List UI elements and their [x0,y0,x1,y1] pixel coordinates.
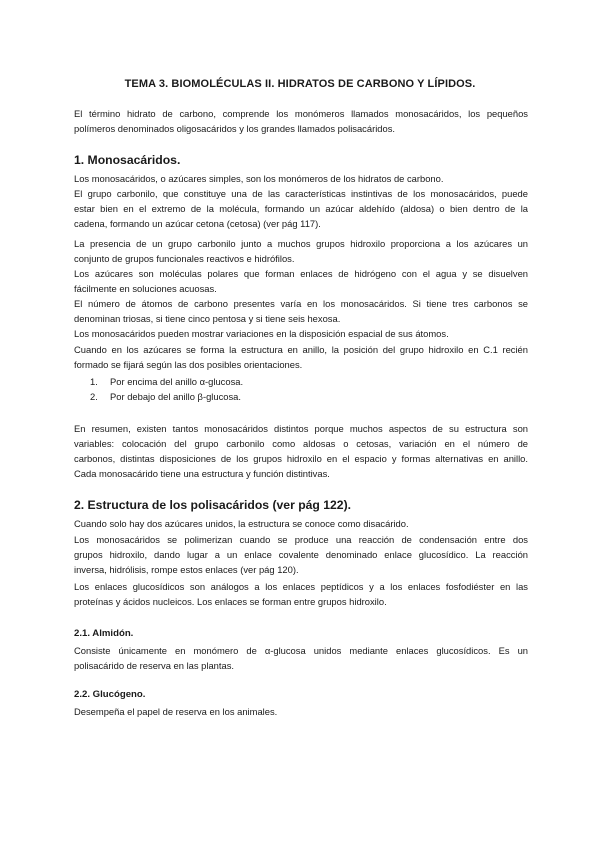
text-line: El término hidrato de carbono, comprende los monómeros llamados monosacáridos, los pequeños [74,108,528,119]
text-line: En resumen, existen tantos monosacáridos distintos porque muchos aspectos de su estructura son [74,423,528,434]
text-line: El grupo carbonilo, que constituye una de las características instintivas de los monosacáridos, puede [74,188,528,199]
paragraph [74,579,528,609]
summary-paragraph [74,421,528,481]
text-line: denominan triosas, si tiene cinco pentosa y si tiene seis hexosa. [74,313,341,324]
text-line: Los enlaces glucosídicos son análogos a los enlaces peptídicos y a los enlaces fosfodiéster en las [74,581,528,592]
section-heading-polisacaridos: 2. Estructura de los polisacáridos (ver pág 122). [74,498,352,512]
text-line: formado se fijará según las dos posibles orientaciones. [74,359,303,370]
section-heading-monosacaridos: 1. Monosacáridos. [74,153,181,167]
paragraph [74,296,528,326]
paragraph [74,342,528,372]
text-line: Los monosacáridos, o azúcares simples, son los monómeros de los hidratos de carbono. [74,173,444,184]
text-line: proteínas y ácidos nucleicos. Los enlaces se forman entre grupos hidroxilo. [74,596,387,607]
text-line: Consiste únicamente en monómero de α-glucosa unidos mediante enlaces glucosídicos. Es un [74,645,528,656]
text-line: La presencia de un grupo carbonilo junto a muchos grupos hidroxilo proporciona a los azúcares un [74,238,528,249]
paragraph [74,186,528,231]
list-item: 2. Por debajo del anillo β-glucosa. [90,391,241,402]
text-line: grupos hidroxilo, dando lugar a un enlace covalente denominado enlace glucosídico. La reacción [74,549,528,560]
text-line: conjunto de grupos funcionales reactivos e hidrófilos. [74,253,295,264]
paragraph [74,516,528,531]
text-line: El número de átomos de carbono presentes varía en los monosacáridos. Si tiene tres carbonos se [74,298,528,309]
text-line: Los monosacáridos pueden mostrar variaciones en la disposición espacial de sus átomos. [74,328,449,339]
list-item: 1. Por encima del anillo α-glucosa. [90,376,244,387]
paragraph [74,643,528,673]
text-line: fácilmente en soluciones acuosas. [74,283,217,294]
subsection-heading-glucogeno: 2.2. Glucógeno. [74,689,146,700]
paragraph [74,704,528,719]
text-line: Cuando en los azúcares se forma la estructura en anillo, la posición del grupo hidroxilo en C.1 recién [74,344,528,355]
paragraph [74,171,528,186]
text-line: cadena, formando un azúcar cetona (cetosa) (ver pág 117). [74,218,321,229]
orientation-list [90,374,243,404]
text-line: polímeros denominados oligosacáridos y los grandes llamados polisacáridos. [74,123,396,134]
text-line: variables: colocación del grupo carbonilo como aldosas o cetosas, variación en el número de [74,438,528,449]
text-line: Desempeña el papel de reserva en los animales. [74,706,278,717]
intro-paragraph [74,106,528,136]
paragraph [74,326,528,341]
text-line: Los monosacáridos se polimerizan cuando se produce una reacción de condensación entre dos [74,534,528,545]
text-line: polisacárido de reserva en las plantas. [74,660,234,671]
paragraph [74,266,528,296]
text-line: estar bien en el extremo de la molécula, formando un azúcar aldehído (aldosa) o bien dentro de la [74,203,528,214]
document-title: TEMA 3. BIOMOLÉCULAS II. HIDRATOS DE CARBONO Y LÍPIDOS. [124,78,476,90]
text-line: Los azúcares son moléculas polares que forman enlaces de hidrógeno con el agua y se disuelven [74,268,528,279]
text-line: Cada monosacárido tiene una estructura y función distintivas. [74,468,330,479]
text-line: Cuando solo hay dos azúcares unidos, la estructura se conoce como disacárido. [74,518,409,529]
text-line: carbonos, distintas disposiciones de los grupos hidroxilo en el espacio y formas alternativas en anillo. [74,453,528,464]
subsection-heading-almidon: 2.1. Almidón. [74,628,134,639]
paragraph [74,236,528,266]
paragraph [74,532,528,577]
text-line: inversa, hidrólisis, rompe estos enlaces (ver pág 120). [74,564,299,575]
